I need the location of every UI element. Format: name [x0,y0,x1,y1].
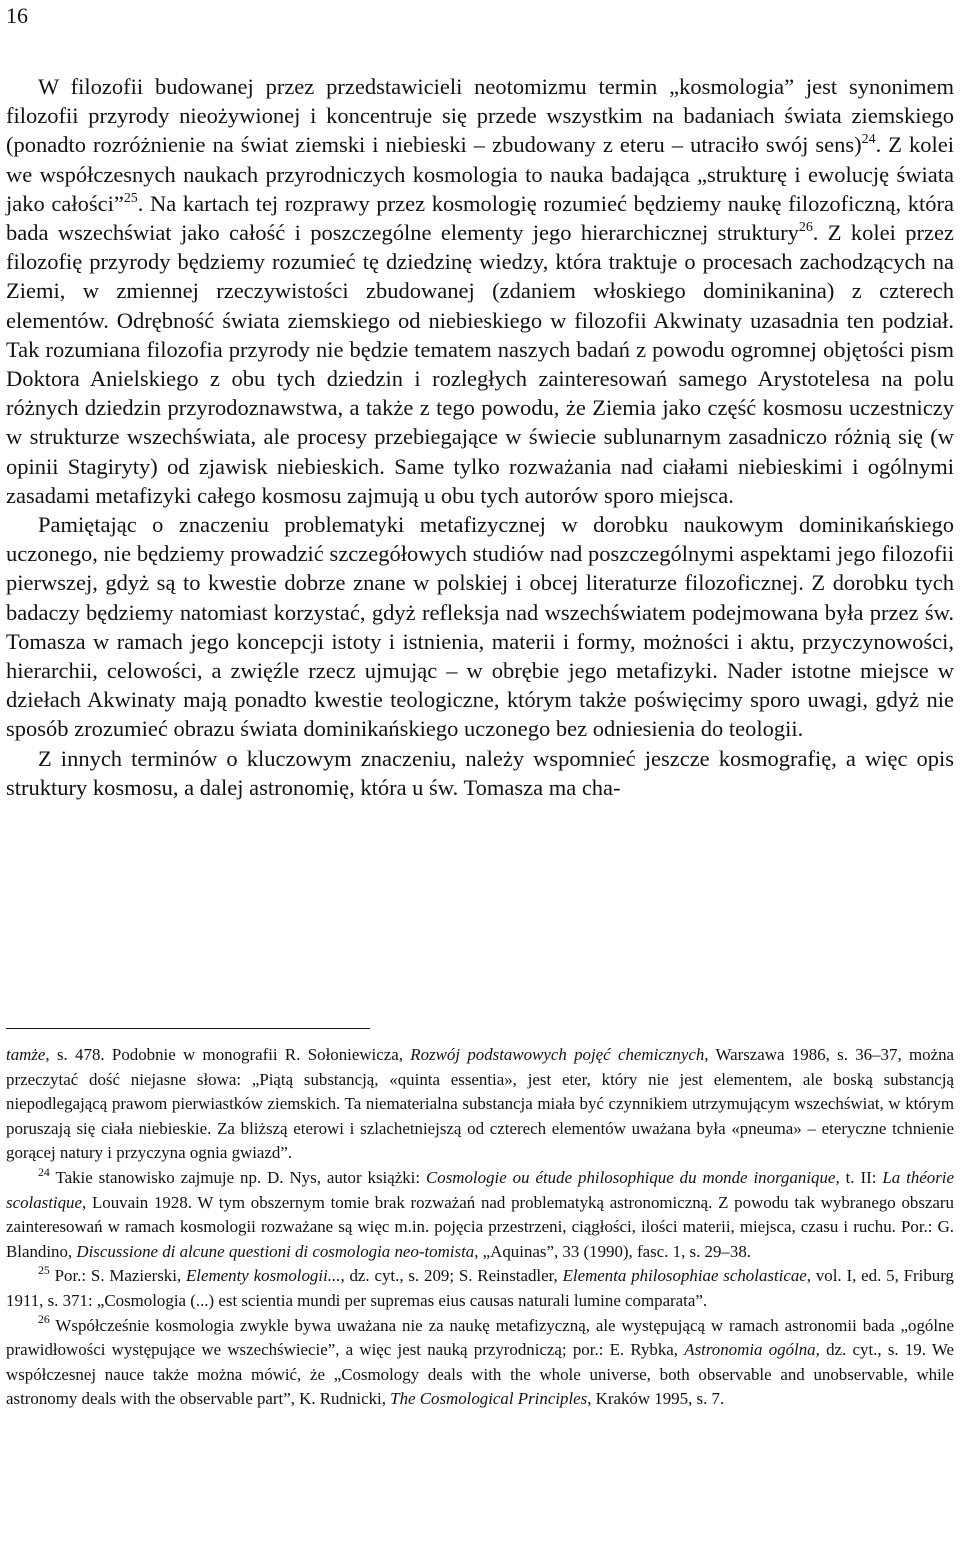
footnote-26-italic-1: Astronomia ogólna [684,1340,816,1360]
footnote-25-text-1: Por.: S. Mazierski, [49,1266,186,1286]
footnote-26-text-1: Współcześnie kosmologia zwykle bywa uważana nie za naukę metafizyczną, ale występującą w ramach astronomii bada „ogólne prawidłowości występujące we wszechświecie”, a więc jest nauką przyrodniczą; por.: E. Rybka, [6,1315,954,1360]
footnote-26-text-2: , dz. cyt., s. 19. We współczesnej nauce także można mówić, że „Cosmology deals with the whole universe, both observable and unobservable, while astronomy deals with the observable part”, K. Rudnicki, [6,1340,954,1409]
footnote-24-italic-3: Discussione di alcune questioni di cosmologia neo-tomista [76,1241,475,1261]
footnote-25 [6,1264,954,1313]
footnote-24-number: 24 [38,1164,50,1179]
footnote-25-number: 25 [38,1263,50,1278]
footnote-25-text-2: , dz. cyt., s. 209; S. Reinstadler, [340,1266,563,1286]
footnote-26-italic-2: The Cosmological Principles [390,1389,588,1409]
footnote-ref-24: 24 [861,132,876,148]
footnote-24-italic-2: La théorie scolastique [6,1167,954,1212]
footnote-ref-26: 26 [798,219,813,235]
paragraph-1 [6,72,954,510]
footnotes [6,1043,954,1412]
footnote-cont-text-1: , s. 478. Podobnie w monografii R. Sołoniewicza, [45,1045,411,1064]
footnote-26 [6,1314,954,1412]
footnote-ref-25: 25 [123,190,138,206]
footnote-25-italic-1: Elementy kosmologii... [185,1266,341,1286]
paragraph-1-text-d: . Z kolei przez filozofię przyrody będziemy rozumieć tę dziedzinę wiedzy, która traktuje o procesach zachodzących na Ziemi, w zmiennej rzeczywistości zbudowanej (zdaniem włoskiego dominikanina) z czterech elementów. Odrębność świata ziemskiego od niebieskiego w filozofii Akwinaty uzasadnia ten podział. Tak rozumiana filozofia przyrody nie będzie tematem naszych badań z powodu ogromnej objętości pism Doktora Anielskiego z obu tych dziedzin i rozległych zainteresowań samego Arystotelesa na polu różnych dziedzin przyrodoznawstwa, a także z tego powodu, że Ziemia jako część kosmosu uczestniczy w strukturze wszechświata, ale procesy przebiegające w świecie sublunarnym zasadniczo różnią się (w opinii Stagiryty) od zjawisk niebieskich. Same tylko rozważania nad ciałami niebieskimi i ogólnymi zasadami metafizyki całego kosmosu zajmują u obu tych autorów sporo miejsca. [6,220,954,508]
footnote-26-number: 26 [38,1312,50,1327]
page-number: 16 [6,3,28,28]
footnote-separator [6,1028,370,1029]
footnote-24-text-2: , t. II: [835,1167,883,1187]
footnote-continuation [6,1043,954,1166]
footnote-24-text-1: Takie stanowisko zajmuje np. D. Nys, autor książki: [49,1167,426,1187]
footnote-24-italic-1: Cosmologie ou étude philosophique du monde inorganique [426,1167,836,1187]
footnote-25-italic-2: Elementa philosophiae scholasticae [562,1266,807,1286]
footnote-cont-italic-2: Rozwój podstawowych pojęć chemicznych [410,1045,705,1064]
footnote-24 [6,1166,954,1264]
paragraph-1-text-b: . Z kolei we współczesnych naukach przyrodniczych kosmologia to nauka badająca „strukturę i ewolucję świata jako całości” [6,132,954,216]
footnote-cont-italic-1: tamże [6,1045,46,1064]
footnote-24-text-4: , „Aquinas”, 33 (1990), fasc. 1, s. 29–38. [474,1241,751,1261]
footnote-24-text-3: , Louvain 1928. W tym obszernym tomie brak rozważań nad problematyką astronomiczną. Z powodu tak wybranego obszaru zainteresowań w ramach kosmologii rozważane są więc m.in. pojęcia przestrzeni, ciągłości, ilości materii, miejsca, czasu i ruchu. Por.: G. Blandino, [6,1192,954,1261]
footnote-cont-text-2: , Warszawa 1986, s. 36–37, można przeczytać dość niejasne słowa: „Piątą substancją, «quinta essentia», jest eter, który nie jest elementem, ale boską substancją niepodlegającą prawom pierwiastków ziemskich. Ta niematerialna substancja miała być czynnikiem utrzymującym wszechświat, w którym poruszają się ciała niebieskie. Za bliższą eterowi i szlachetniejszą od czterech elementów uważana była «pneuma» – eteryczne tchnienie gorącej natury i przyczyna ognia gwiazd”. [6,1045,955,1163]
main-text [6,72,954,802]
paragraph-2: Pamiętając o znaczeniu problematyki metafizycznej w dorobku naukowym dominikańskiego uczonego, nie będziemy prowadzić szczegółowych studiów nad poszczególnymi aspektami jego filozofii pierwszej, gdyż są to kwestie dobrze znane w polskiej i obcej literaturze filozoficznej. Z dorobku tych badaczy będziemy natomiast korzystać, gdyż refleksja nad wszechświatem podejmowana była przez św. Tomasza w ramach jego koncepcji istoty i istnienia, materii i formy, możności i aktu, przyczynowości, hierarchii, celowości, a zwięźle rzecz ujmując – w obrębie jego metafizyki. Nader istotne miejsce w dziełach Akwinaty mają ponadto kwestie teologiczne, którym także poświęcimy sporo uwagi, gdyż nie sposób zrozumieć obrazu świata dominikańskiego uczonego bez odniesienia do teologii. [6,512,954,742]
paragraph-3: Z innych terminów o kluczowym znaczeniu, należy wspomnieć jeszcze kosmografię, a więc opis struktury kosmosu, a dalej astronomię, która u św. Tomasza ma cha- [6,745,954,800]
footnote-26-text-3: , Kraków 1995, s. 7. [587,1389,725,1409]
footnote-25-text-3: , vol. I, ed. 5, Friburg 1911, s. 371: „Cosmologia (...) est scientia mundi per supremas eius causas naturali lumine comparata”. [6,1266,954,1310]
paragraph-1-text-c: . Na kartach tej rozprawy przez kosmologię rozumieć będziemy naukę filozoficzną, która bada wszechświat jako całość i poszczególne elementy jego hierarchicznej struktury [6,190,955,246]
paragraph-1-text-a: W filozofii budowanej przez przedstawicieli neotomizmu termin „kosmologia” jest synonimem filozofii przyrody nieożywionej i koncentruje się przede wszystkim na badaniach świata ziemskiego (ponadto rozróżnienie na świat ziemski i niebieski – zbudowany z eteru – utraciło swój sens) [6,74,954,158]
